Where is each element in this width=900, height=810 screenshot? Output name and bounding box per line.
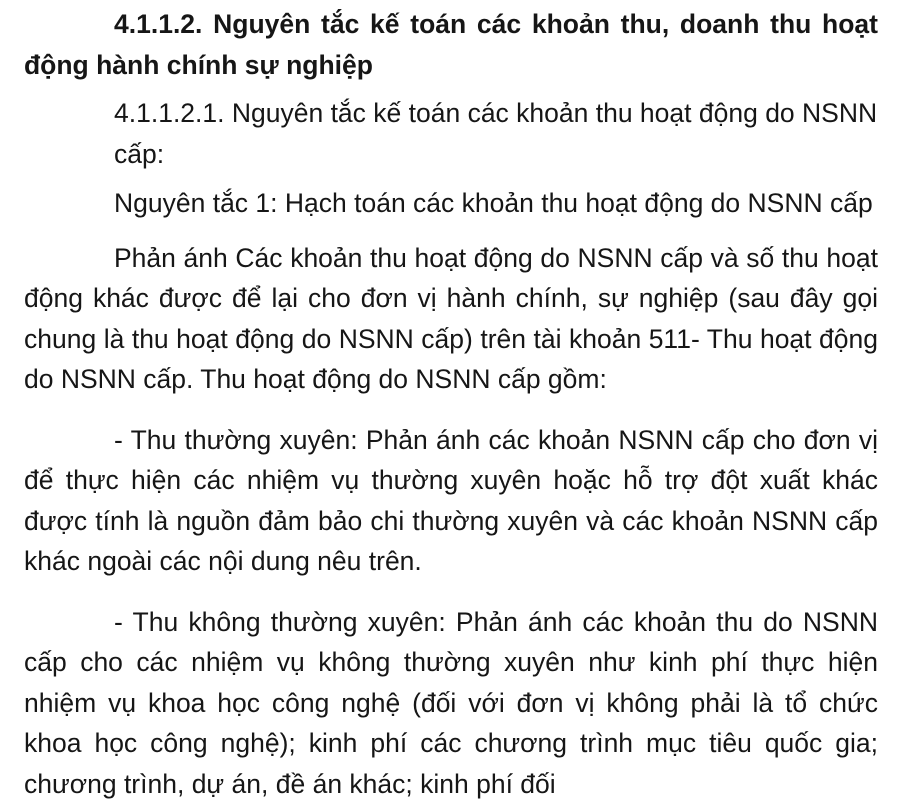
section-heading: 4.1.1.2. Nguyên tắc kế toán các khoản thu, doanh thu hoạt động hành chính sự nghiệp [24, 9, 878, 80]
bullet-thu-khong-thuong-xuyen: - Thu không thường xuyên: Phản ánh các khoản thu do NSNN cấp cho các nhiệm vụ không thường xuyên như kinh phí thực hiện nhiệm vụ khoa học công nghệ (đối với đơn vị không phải là tổ chức khoa học công nghệ); kinh phí các chương trình mục tiêu quốc gia; chương trình, dự án, đề án khác; kinh phí đối [24, 606, 878, 799]
paragraph-thu-hoat-dong: Phản ánh Các khoản thu hoạt động do NSNN cấp và số thu hoạt động khác được để lại cho đơn vị hành chính, sự nghiệp (sau đây gọi chung là thu hoạt động do NSNN cấp) trên tài khoản 511- Thu hoạt động do NSNN cấp. Thu hoạt động do NSNN cấp gồm: [24, 242, 878, 394]
subsection-heading: 4.1.1.2.1. Nguyên tắc kế toán các khoản thu hoạt động do NSNN cấp: [114, 98, 878, 169]
principle-1-heading: Nguyên tắc 1: Hạch toán các khoản thu hoạt động do NSNN cấp [114, 188, 873, 218]
bullet-thu-thuong-xuyen: - Thu thường xuyên: Phản ánh các khoản NSNN cấp cho đơn vị để thực hiện các nhiệm vụ thường xuyên hoặc hỗ trợ đột xuất khác được tính là nguồn đảm bảo chi thường xuyên và các khoản NSNN cấp khác ngoài các nội dung nêu trên. [24, 424, 878, 576]
